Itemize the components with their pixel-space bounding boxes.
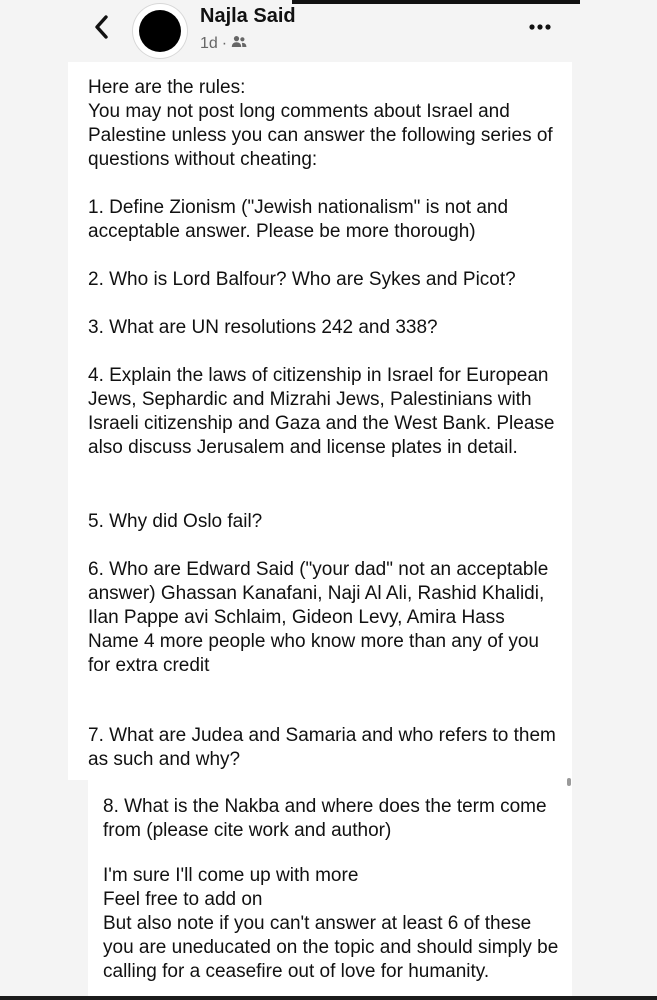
friends-icon[interactable] (231, 35, 247, 53)
question-7: 7. What are Judea and Samaria and who refers to them as such and why? (88, 725, 556, 770)
post-timestamp[interactable]: 1d (200, 35, 218, 52)
back-button[interactable] (88, 14, 114, 44)
more-horizontal-icon (528, 18, 552, 36)
bottom-edge (0, 996, 657, 1000)
question-3: 3. What are UN resolutions 242 and 338? (88, 317, 438, 338)
question-6: 6. Who are Edward Said ("your dad" not an acceptable answer) Ghassan Kanafani, Naji Al Ali, Rashid Khalidi, Ilan Pappe avi Schlaim, Gideon Levy, Amira Hass Name 4 more people who know more than any of you for extra credit (88, 559, 549, 676)
post-closing: I'm sure I'll come up with more Feel free to add on But also note if you can't answer at least 6 of these you are uneducated on the topic and should simply be calling for a ceasefire out of love for humanity. (103, 865, 559, 982)
question-1: 1. Define Zionism ("Jewish nationalism" is not and acceptable answer. Please be more thorough) (88, 197, 509, 242)
avatar[interactable] (133, 4, 187, 58)
author-name[interactable]: Najla Said (200, 5, 296, 27)
chevron-left-icon (92, 14, 110, 45)
post-intro: Here are the rules: You may not post long comments about Israel and Palestine unless you can answer the following series of questions without cheating: (88, 77, 553, 170)
scroll-indicator (567, 778, 571, 786)
post-header (0, 0, 657, 66)
question-8: 8. What is the Nakba and where does the term come from (please cite work and author) (103, 796, 547, 841)
meta-separator: · (221, 35, 228, 52)
question-5: 5. Why did Oslo fail? (88, 511, 263, 532)
post-meta (200, 35, 247, 53)
question-2: 2. Who is Lord Balfour? Who are Sykes and Picot? (88, 269, 516, 290)
avatar-image (139, 10, 181, 52)
more-options-button[interactable] (524, 14, 556, 40)
question-4: 4. Explain the laws of citizenship in Israel for European Jews, Sephardic and Mizrahi Jews, Palestinians with Israeli citizenship and Gaza and the West Bank. Please also discuss Jerusalem and license plates in detail. (88, 365, 555, 458)
